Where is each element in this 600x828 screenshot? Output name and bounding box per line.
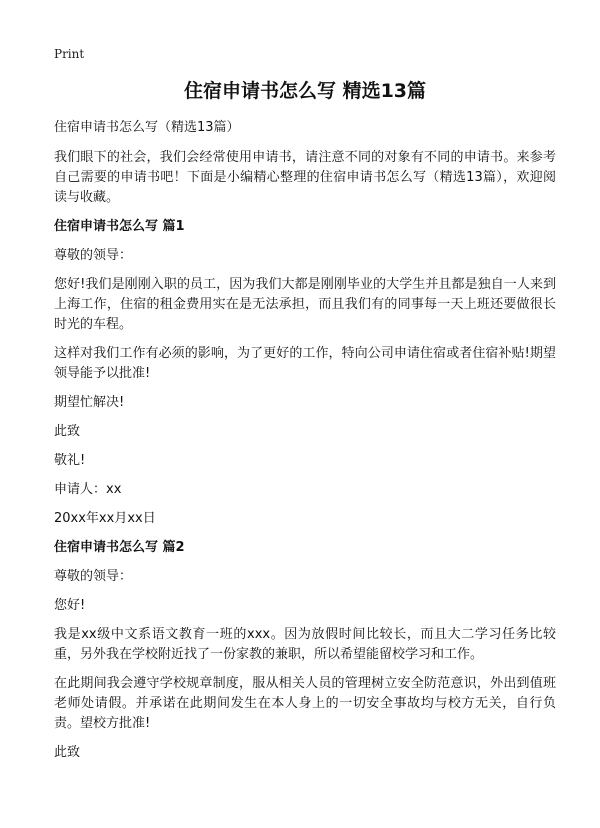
- date-line: 20xx年xx月xx日: [54, 511, 156, 526]
- body-paragraph: 期望忙解决!: [54, 395, 125, 410]
- section-heading: 住宿申请书怎么写 篇2: [54, 540, 185, 555]
- body-paragraph: 您好!我们是刚刚入职的员工，因为我们大都是刚刚毕业的大学生并且都是独自一人来到上海工作，住宿的租金费用实在是无法承担，而且我们有的同事每一天上班还要做很长时光的车程。: [54, 277, 556, 332]
- salutation: 尊敬的领导：: [54, 569, 133, 584]
- section-2: [54, 538, 556, 763]
- intro-paragraph: 我们眼下的社会，我们会经常使用申请书，请注意不同的对象有不同的申请书。来参考自己需要的申请书吧！下面是小编精心整理的住宿申请书怎么写（精选13篇），欢迎阅读与收藏。: [54, 150, 556, 205]
- greeting-line: 您好!: [54, 598, 86, 613]
- applicant-line: 申请人：xx: [54, 482, 122, 497]
- section-1: [54, 217, 556, 529]
- document-title: 住宿申请书怎么写 精选13篇: [183, 80, 427, 102]
- body-paragraph: 我是xx级中文系语文教育一班的xxx。因为放假时间比较长，而且大二学习任务比较重，另外我在学校附近找了一份家教的兼职，所以希望能留校学习和工作。: [54, 627, 556, 662]
- document-subtitle: 住宿申请书怎么写（精选13篇）: [54, 120, 240, 135]
- section-heading: 住宿申请书怎么写 篇1: [54, 219, 185, 234]
- closing-line: 此致: [54, 424, 81, 439]
- closing-line: 敬礼!: [54, 453, 86, 468]
- print-label: Print: [54, 47, 85, 61]
- closing-line: 此致: [54, 745, 81, 760]
- body-paragraph: 在此期间我会遵守学校规章制度，服从相关人员的管理树立安全防范意识，外出到值班老师处请假。并承诺在此期间发生在本人身上的一切安全事故均与校方无关，自行负责。望校方批准!: [54, 676, 556, 731]
- body-paragraph: 这样对我们工作有必须的影响，为了更好的工作，特向公司申请住宿或者住宿补贴!期望领导能予以批准!: [54, 346, 556, 381]
- salutation: 尊敬的领导：: [54, 248, 133, 263]
